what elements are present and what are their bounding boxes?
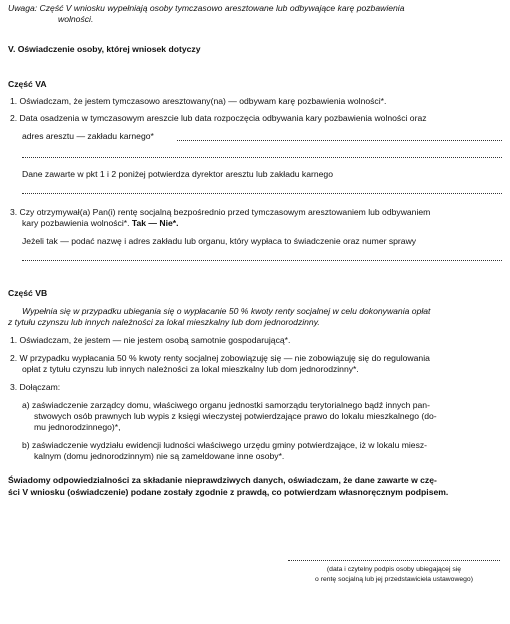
declaration-line-2: ści V wniosku (oświadczenie) podane zostały zgodnie z prawdą, co potwierdzam własnoręcznym podpisem.: [8, 487, 449, 497]
vb-intro-line-2: z tytułu czynszu lub innych należności za lokal mieszkalny lub dom jednorodzinny.: [8, 317, 320, 327]
part-va-title: Część VA: [8, 79, 47, 89]
section-v-title: V. Oświadczenie osoby, której wniosek dotyczy: [8, 44, 201, 54]
va-confirm-text: Dane zawarte w pkt 1 i 2 poniżej potwierdza dyrektor aresztu lub zakładu karnego: [22, 169, 333, 179]
vb-item-3a-line-1: a) zaświadczenie zarządcy domu, właściwego organu jednostki samorządu terytorialnego bądź innych pan-: [22, 400, 430, 410]
vb-item-3: 3. Dołączam:: [10, 382, 61, 392]
va-item-2-line-2: adres aresztu — zakładu karnego*: [22, 131, 154, 141]
vb-item-3a-line-2: stwowych osób prawnych lub wypis z księgi wieczystej potwierdzające prawo do lokalu mieszkalnego (do-: [34, 411, 437, 421]
va-item-1: 1. Oświadczam, że jestem tymczasowo aresztowany(na) — odbywam karę pozbawienia wolności*.: [10, 96, 387, 106]
vb-item-3b-line-1: b) zaświadczenie wydziału ewidencji ludności właściwego urzędu gminy potwierdzające, iż w lokalu miesz-: [22, 440, 428, 450]
vb-intro-line-1: Wypełnia się w przypadku ubiegania się o wypłacanie 50 % kwoty renty socjalnej w celu dokonywania opłat: [22, 306, 431, 316]
vb-item-2-line-1: 2. W przypadku wypłacania 50 % kwoty renty socjalnej zobowiązuję się — nie zobowiązuję się do regulowania: [10, 353, 430, 363]
signature-caption-line-2: o rentę socjalną lub jej przedstawiciela ustawowego): [315, 576, 473, 583]
note-line-1: [8, 3, 404, 14]
vb-item-3b-line-2: kalnym (domu jednorodzinnym) nie są zameldowane inne osoby*.: [34, 451, 285, 461]
arrest-address-field-2[interactable]: [22, 157, 502, 158]
vb-item-2-line-2: opłat z tytułu czynszu lub innych należności za lokal mieszkalny lub dom jednorodzinny*.: [22, 364, 359, 374]
yes-no-answer[interactable]: Tak — Nie*.: [131, 218, 179, 228]
va-item-3-if-yes: Jeżeli tak — podać nazwę i adres zakładu lub organu, który wypłaca to świadczenie oraz numer sprawy: [22, 236, 417, 246]
declaration-line-1: Świadomy odpowiedzialności za składanie nieprawdziwych danych, oświadczam, że dane zawarte w czę-: [8, 475, 437, 485]
vb-item-1: 1. Oświadczam, że jestem — nie jestem osobą samotnie gospodarującą*.: [10, 335, 291, 345]
paying-institution-field[interactable]: [22, 260, 502, 261]
note-label: Uwaga:: [8, 3, 38, 13]
part-vb-title: Część VB: [8, 288, 48, 298]
note-text: Część V wniosku wypełniają osoby tymczasowo aresztowane lub odbywające karę pozbawienia: [39, 3, 405, 13]
va-item-2-line-1: 2. Data osadzenia w tymczasowym areszcie lub data rozpoczęcia odbywania kary pozbawienia wolności oraz: [10, 113, 427, 123]
va-item-3-line-2: [22, 218, 179, 229]
director-confirmation-field[interactable]: [22, 193, 502, 194]
vb-item-3a-line-3: mu jednorodzinnego)*,: [34, 422, 121, 432]
signature-caption-line-1: (data i czytelny podpis osoby ubiegającej się: [326, 566, 462, 573]
signature-field[interactable]: [288, 560, 500, 561]
arrest-address-field[interactable]: [177, 140, 502, 141]
va-item-3-text: kary pozbawienia wolności*.: [22, 218, 130, 228]
va-item-3-line-1: 3. Czy otrzymywał(a) Pan(i) rentę socjalną bezpośrednio przed tymczasowym aresztowaniem lub odbywaniem: [10, 207, 431, 217]
note-line-2: wolności.: [58, 14, 94, 24]
